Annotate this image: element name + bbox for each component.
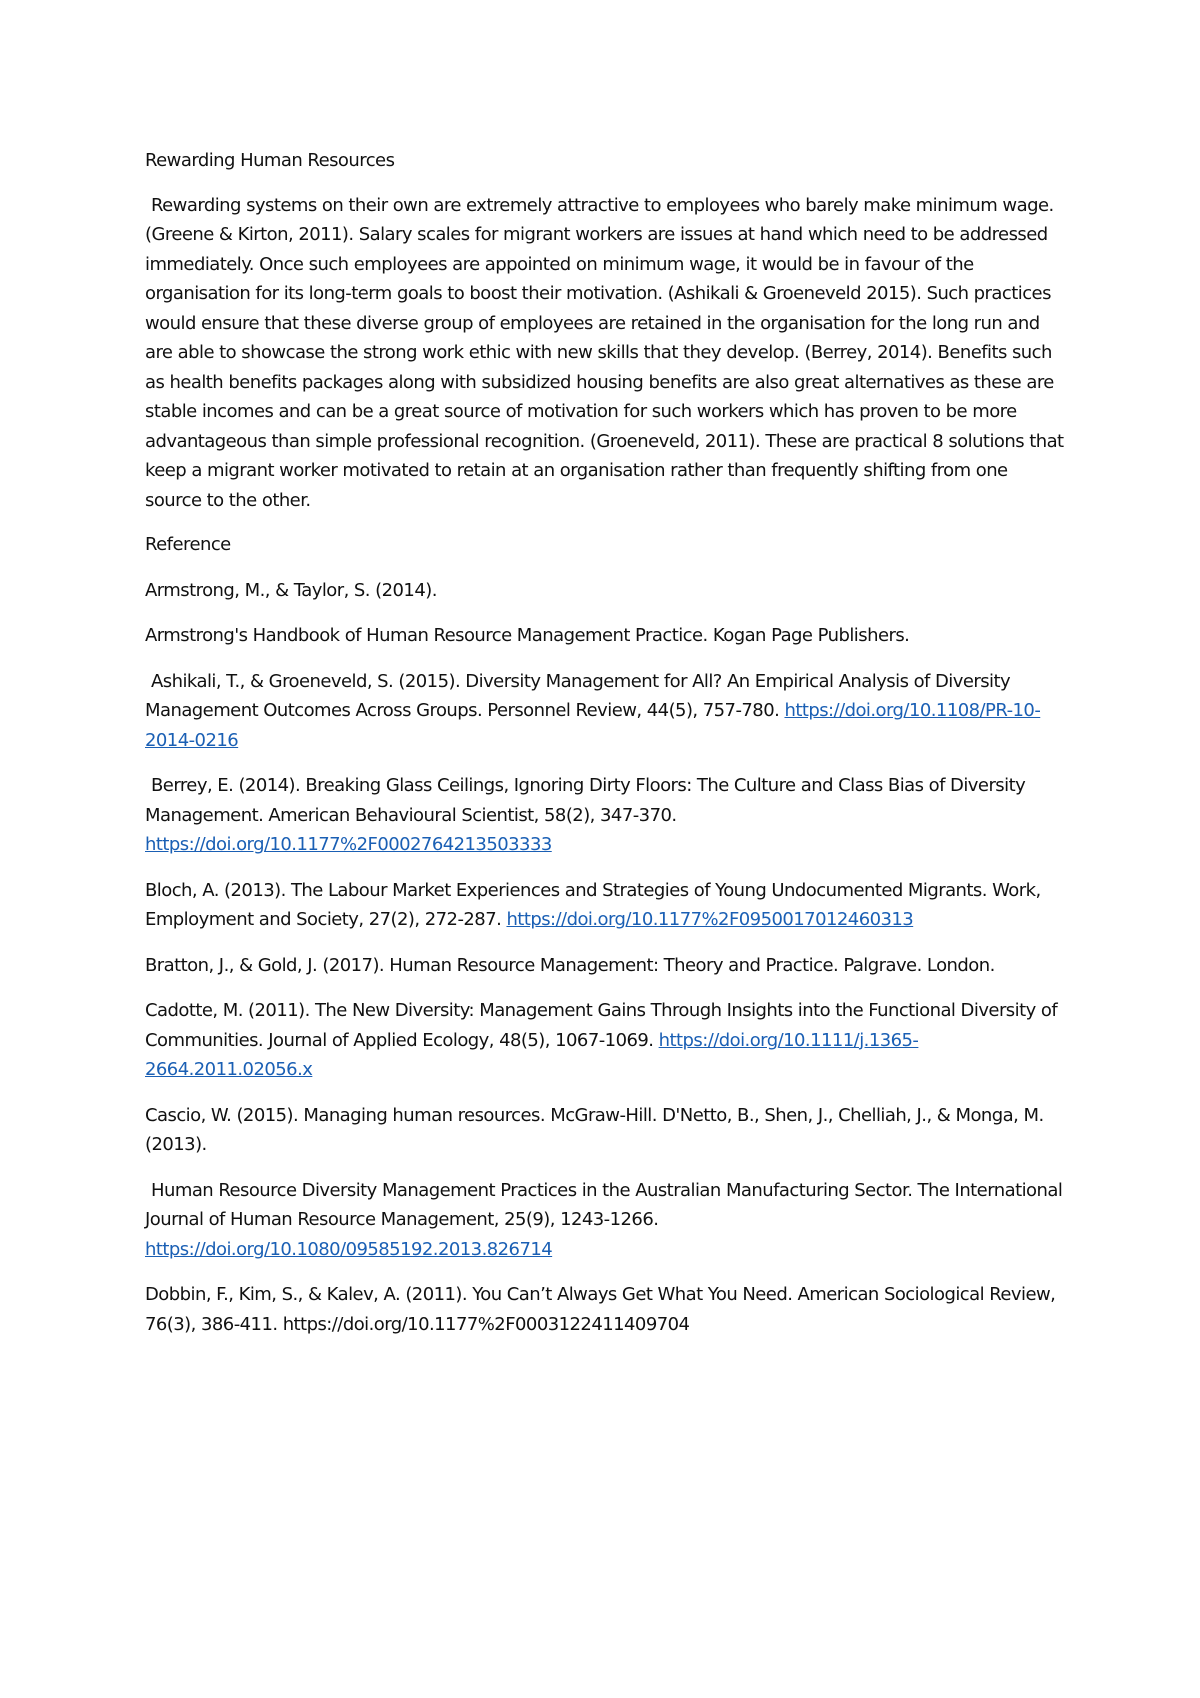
reference-item <box>145 996 1065 1085</box>
reference-doi-link[interactable]: https://doi.org/10.1111/j.1365-2664.2011.02056.x <box>145 1029 919 1080</box>
document-content <box>145 146 1065 1355</box>
reference-item <box>145 621 1065 651</box>
document-title: Rewarding Human Resources <box>145 150 395 171</box>
reference-doi-link[interactable]: https://doi.org/10.1108/PR-10-2014-0216 <box>145 700 1041 751</box>
reference-doi-link[interactable]: https://doi.org/10.1177%2F0002764213503333 <box>145 834 552 855</box>
reference-item <box>145 1176 1065 1265</box>
reference-item <box>145 951 1065 981</box>
reference-item <box>145 1280 1065 1339</box>
reference-text: Bratton, J., & Gold, J. (2017). Human Resource Management: Theory and Practice. Palgrave. London. <box>145 954 995 976</box>
reference-doi-link[interactable]: https://doi.org/10.1177%2F0950017012460313 <box>506 909 914 930</box>
reference-text: Human Resource Diversity Management Practices in the Australian Manufacturing Sector. The International Journal of Human Resource Management, 25(9), 1243-1266. <box>145 1179 1063 1230</box>
reference-text: Dobbin, F., Kim, S., & Kalev, A. (2011). You Can’t Always Get What You Need. American Sociological Review, 76(3), 386-411. https://doi.org/10.1177%2F0003122411409704 <box>145 1284 1056 1335</box>
reference-text: Berrey, E. (2014). Breaking Glass Ceilings, Ignoring Dirty Floors: The Culture and Class Bias of Diversity Management. American Behavioural Scientist, 58(2), 347-370. <box>145 775 1026 826</box>
reference-text: Bloch, A. (2013). The Labour Market Experiences and Strategies of Young Undocumented Migrants. Work, Employment and Society, 27(2), 272-287. <box>145 879 1041 930</box>
reference-item <box>145 576 1065 606</box>
reference-item <box>145 667 1065 756</box>
reference-item <box>145 876 1065 935</box>
reference-text: Armstrong, M., & Taylor, S. (2014). <box>145 579 437 601</box>
reference-doi-link[interactable]: https://doi.org/10.1080/09585192.2013.826714 <box>145 1238 553 1260</box>
reference-heading: Reference <box>145 534 231 555</box>
reference-text: Cascio, W. (2015). Managing human resources. McGraw-Hill. D'Netto, B., Shen, J., Chelliah, J., & Monga, M. (2013). <box>145 1104 1044 1155</box>
reference-text: Cadotte, M. (2011). The New Diversity: Management Gains Through Insights into the Functional Diversity of Communities. Journal of Applied Ecology, 48(5), 1067-1069. <box>145 1000 1058 1051</box>
reference-item <box>145 1101 1065 1160</box>
reference-text: Armstrong's Handbook of Human Resource Management Practice. Kogan Page Publishers. <box>145 625 910 646</box>
reference-item <box>145 771 1065 860</box>
reference-text: Ashikali, T., & Groeneveld, S. (2015). Diversity Management for All? An Empirical Analysis of Diversity Management Outcomes Across Groups. Personnel Review, 44(5), 757-780. <box>145 670 1011 721</box>
body-paragraph: Rewarding systems on their own are extremely attractive to employees who barely make minimum wage. (Greene & Kirton, 2011). Salary scales for migrant workers are issues at hand which need to be addressed immediately. Once such employees are appointed on minimum wage, it would be in favour of the organisation for its long-term goals to boost their motivation. (Ashikali & Groeneveld 2015). Such practices would ensure that these diverse group of employees are retained in the organisation for the long run and are able to showcase the strong work ethic with new skills that they develop. (Berrey, 2014). Benefits such as health benefits packages along with subsidized housing benefits are also great alternatives as these are stable incomes and can be a great source of motivation for such workers which has proven to be more advantageous than simple professional recognition. (Groeneveld, 2011). These are practical 8 solutions that keep a migrant worker motivated to retain at an organisation rather than frequently shifting from one source to the other. <box>145 194 1064 511</box>
